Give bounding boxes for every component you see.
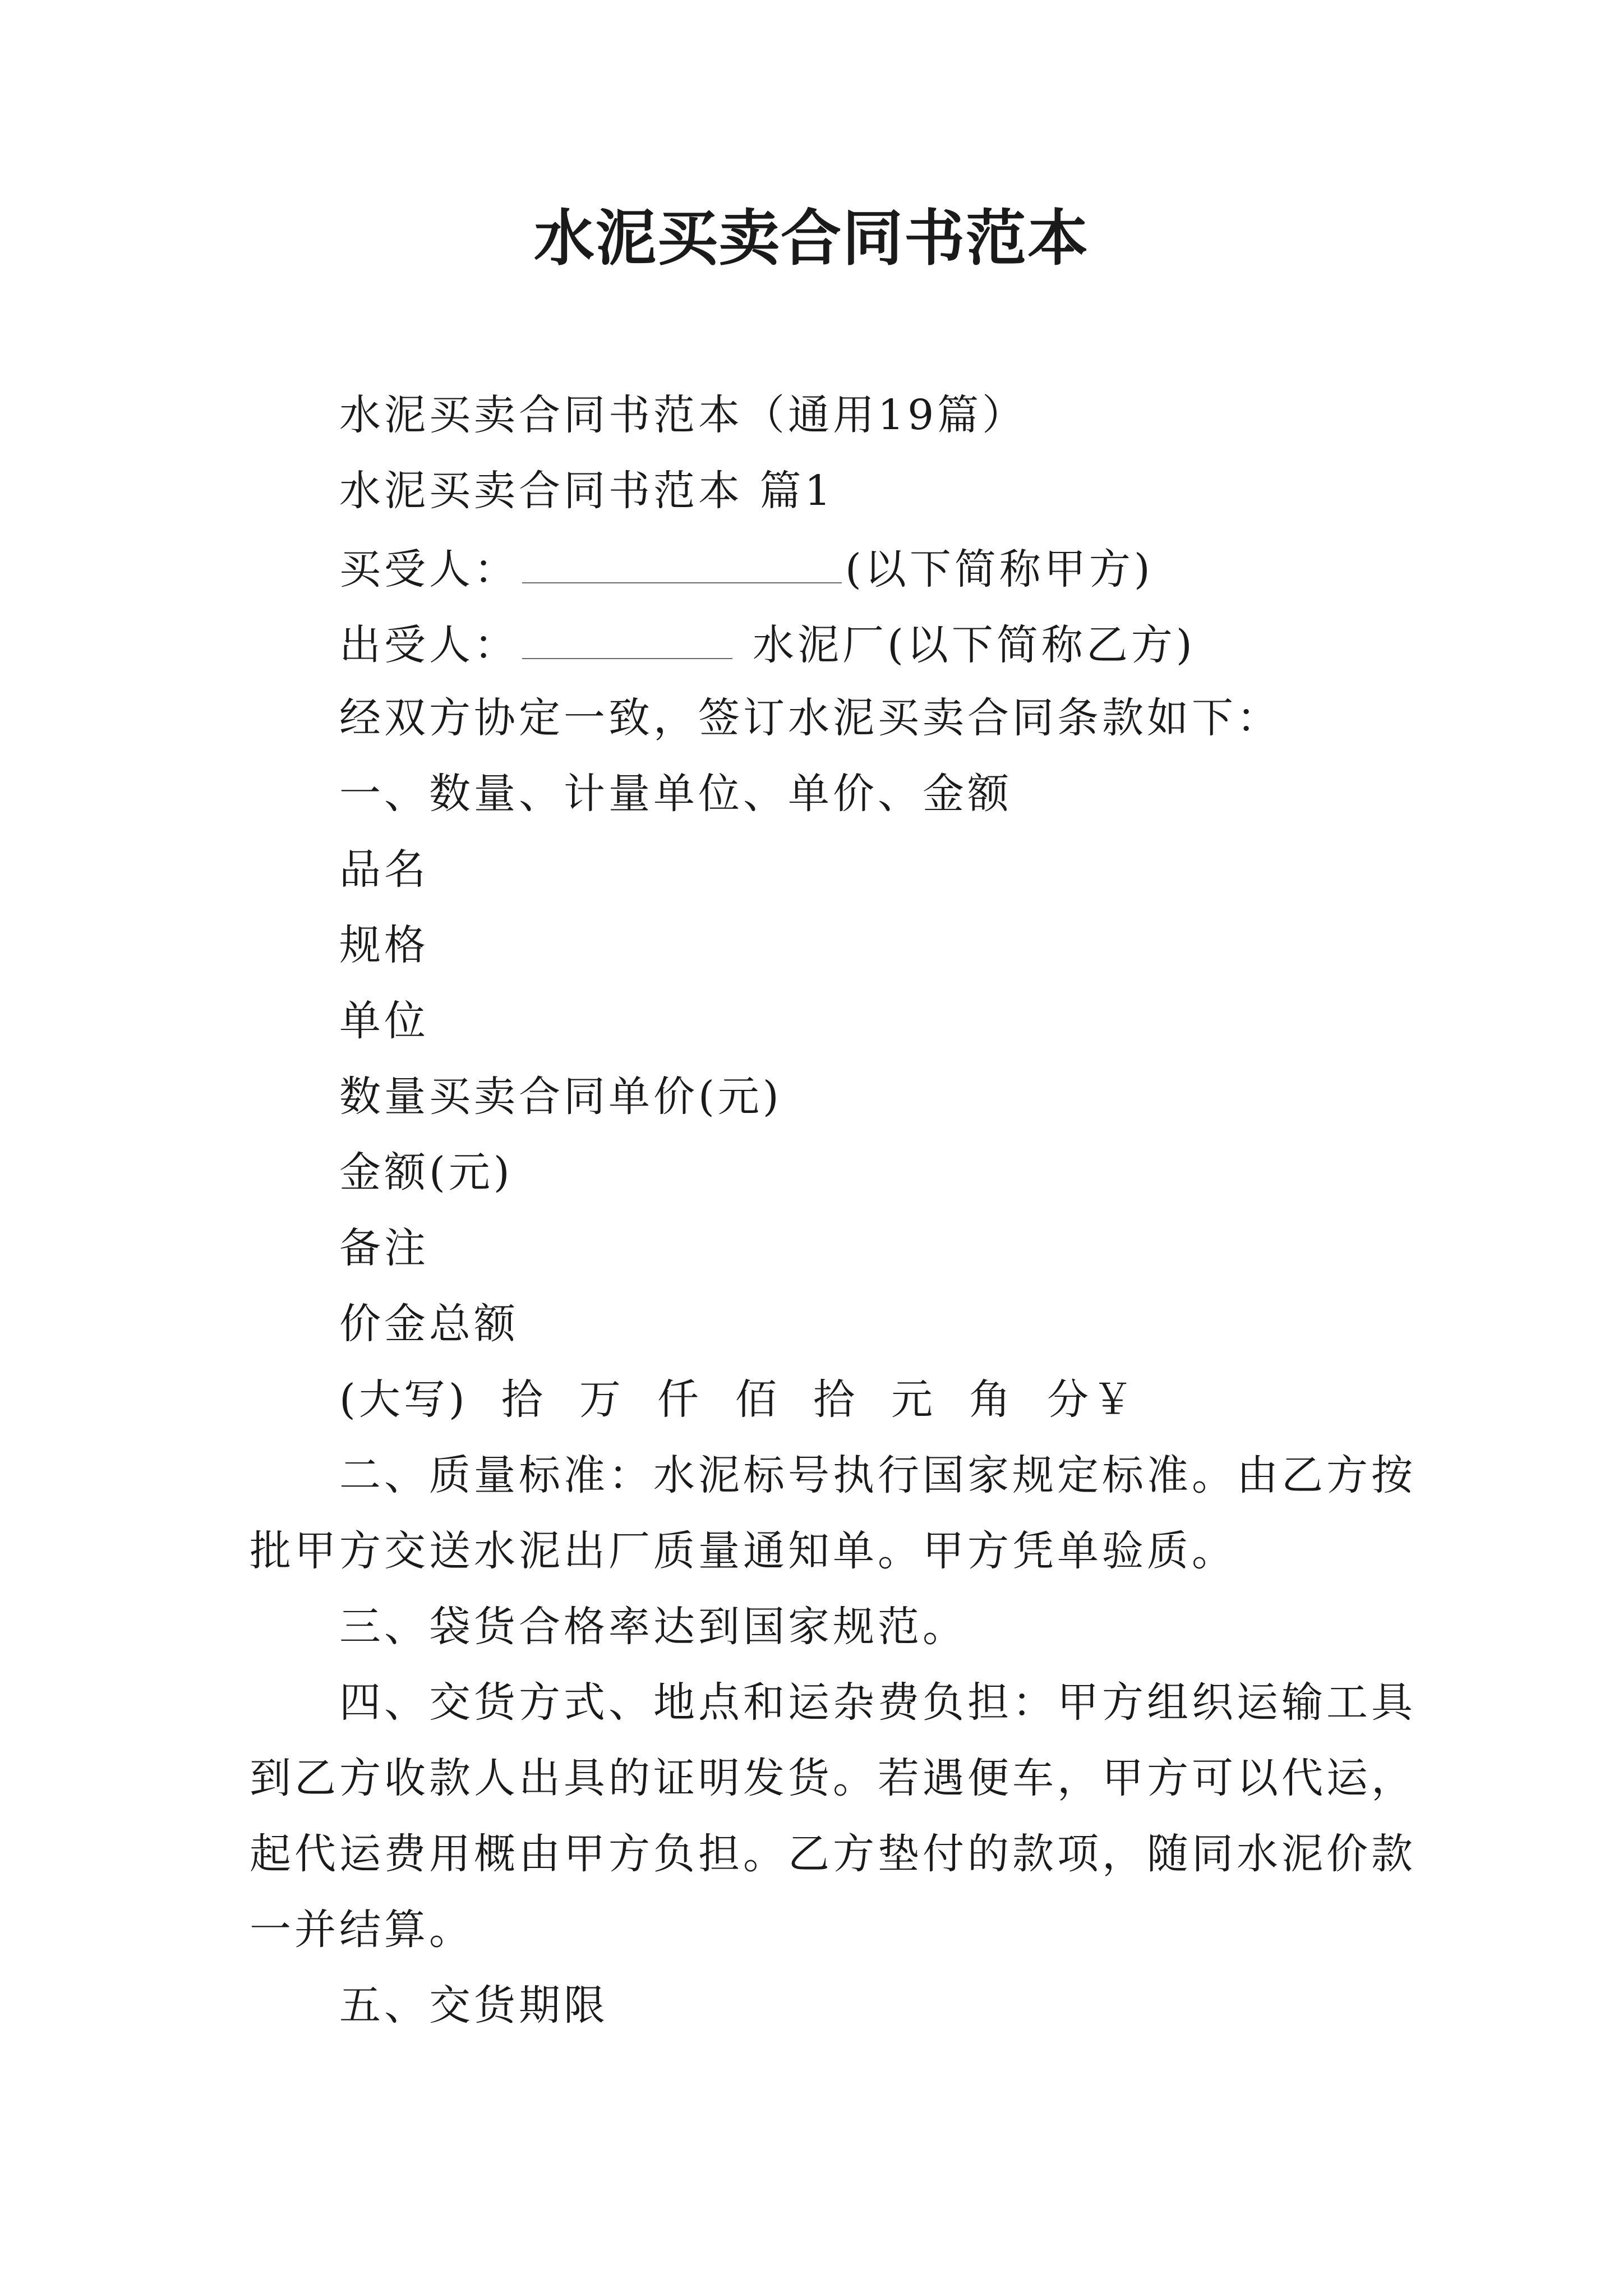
- field-amount: 金额(元): [339, 1148, 513, 1197]
- clause-4-line-4: 一并结算。: [250, 1906, 474, 1954]
- clause-5-heading: 五、交货期限: [339, 1981, 608, 2030]
- field-specification: 规格: [339, 921, 429, 969]
- field-remarks: 备注: [339, 1224, 429, 1272]
- clause-2-line-2: 批甲方交送水泥出厂质量通知单。甲方凭单验质。: [250, 1527, 1237, 1575]
- clause-4-line-3: 起代运费用概由甲方负担。乙方垫付的款项，随同水泥价款: [250, 1830, 1416, 1878]
- clause-1-heading: 一、数量、计量单位、单价、金额: [339, 770, 1012, 818]
- buyer-line: [339, 539, 1154, 597]
- seller-line: [339, 614, 1196, 673]
- field-unit: 单位: [339, 997, 429, 1045]
- clause-3: 三、袋货合格率达到国家规范。: [339, 1603, 967, 1651]
- field-total-price: 价金总额: [339, 1300, 519, 1348]
- amount-in-words: (大写) 拾 万 仟 佰 拾 元 角 分￥: [339, 1375, 1137, 1424]
- clause-4-line-1: 四、交货方式、地点和运杂费负担：甲方组织运输工具: [339, 1678, 1416, 1727]
- seller-suffix: 水泥厂(以下简称乙方): [753, 621, 1196, 669]
- clause-2-line-1: 二、质量标准：水泥标号执行国家规定标准。由乙方按: [339, 1451, 1416, 1499]
- seller-name-blank: [522, 614, 732, 659]
- buyer-name-blank: [522, 539, 842, 583]
- field-product-name: 品名: [339, 845, 429, 894]
- document-title: 水泥买卖合同书范本: [533, 203, 1089, 274]
- buyer-suffix: (以下简称甲方): [845, 545, 1154, 593]
- seller-label: 出受人：: [339, 621, 519, 669]
- section-heading: 水泥买卖合同书范本 篇1: [339, 467, 834, 515]
- clause-4-line-2: 到乙方收款人出具的证明发货。若遇便车，甲方可以代运，: [250, 1754, 1416, 1802]
- contract-intro: 经双方协定一致，签订水泥买卖合同条款如下：: [339, 694, 1281, 742]
- field-quantity-unit-price: 数量买卖合同单价(元): [339, 1073, 782, 1121]
- document-subtitle: 水泥买卖合同书范本（通用19篇）: [339, 391, 1027, 439]
- buyer-label: 买受人：: [339, 545, 519, 593]
